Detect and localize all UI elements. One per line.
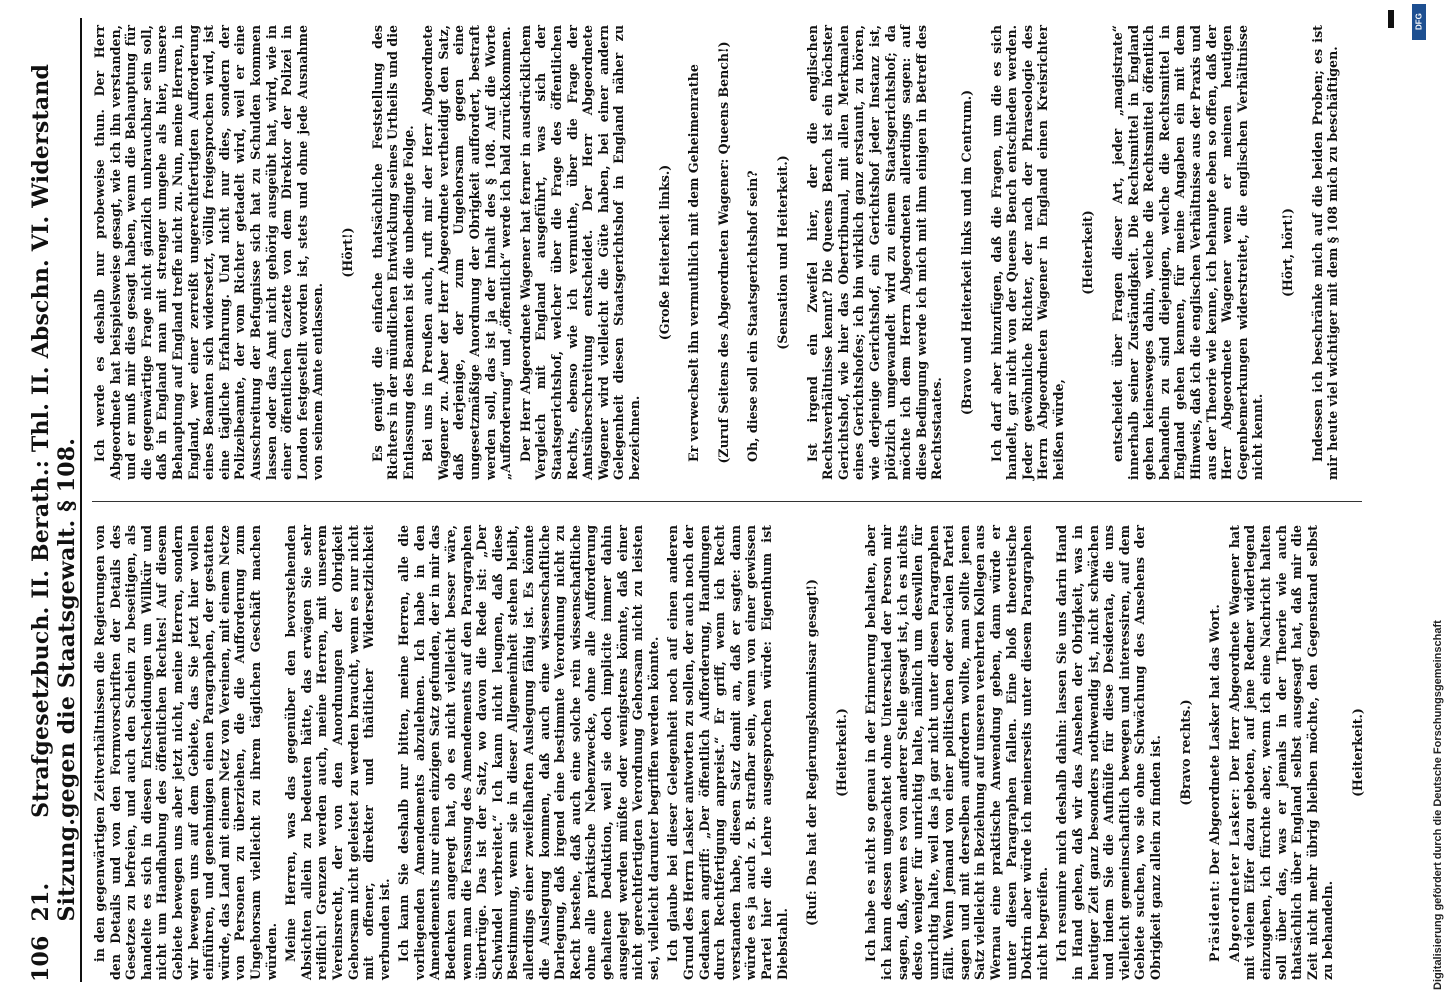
reaction: (Große Heiterkeit links.) (656, 164, 672, 341)
page-title: Strafgesetzbuch. II. Berath.: Thl. II. Abschn. VI. Widerstand gegen die Staatsgewalt. § 108. (28, 63, 80, 818)
left-paragraph: in den gegenwärtigen Zeitverhältnissen die Regierungen von den Details und von den Formvorschriften der Details des Gesetzes zu befreien, und auch den Schein zu beseitigen, als handelte es sich in diesen Entscheidungen um Willkür und nicht um Handhabung des öffentlichen Rechtes! Auf diesem Gebiete bewegen uns aber jetzt nicht, meine Herren, sondern wir bewegen uns auf dem Gebiete, das Sie jetzt hier wollen einführen, und genehmigen einen Paragraphen, der gestatten würde, das Land mit einem Netz von Vereinen, mit einem Netze von Personen zu überziehen, die die Aufforderung zum Ungehorsam vielleicht zu ihrem täglichen Geschäft machen würden. (92, 525, 279, 980)
interjection: (Zuruf Seitens des Abgeordneten Wagener: Queens Bench!) (715, 41, 731, 464)
scan-artifact (1388, 10, 1394, 28)
right-column (92, 25, 1362, 480)
right-paragraph: Indessen ich beschränke mich auf die beiden Proben; es ist mir heute viel wichtiger mit dem § 108 mich zu beschäftigen. (1309, 25, 1341, 480)
reaction: (Bravo rechts.) (1177, 699, 1193, 806)
page-header (28, 18, 82, 982)
digitization-credit (1402, 0, 1444, 1000)
right-paragraph: Ich werde es deshalb nur probeweise thun. Der Herr Abgeordnete hat beispielsweise gesagt, wie ich ihn verstanden, und er muß mir dies gesagt haben, wenn die Behauptung für die gegenwärtige Frage nicht gänzlich unbrauchbar sein soll, daß in England man mit strenger umgehe als hier, unsere Behauptung auf England treffe nicht zu. Nun, meine Herren, in England, wer einer zerreißt ungerechtfertigten Aufforderung eines Beamten sich widersetzt, völlig freigesprochen wird, ist eine tägliche Erfahrung. Und nicht nur dies, sondern der Polizeibeamte, der vom Richter getadelt wird, weil er eine Ausschreitung der Befugnisse sich hat zu Schulden kommen lassen oder das Amt nicht gehörig ausgeübt hat, wird, wie in einer öffentlichen Gazette von dem Direktor der Polizei in London festgestellt worden ist, stets und ohne jede Ausnahme von seinem Amte entlassen. (92, 25, 326, 480)
right-paragraph: entscheidet über Fragen dieser Art, jeder „magistrate“ innerhalb seiner Zuständigkeit. Die Rechtsmittel in England gehen keinesweges dahin, welche die Rechtsmittel öffentlich behandeln zu sind diejenigen, welche die Rechtsmittel in England gehen kennen, für meine Angaben ein mit dem Hinweis, daß ich die englischen Verhältnisse aus der Praxis und aus der Theorie wie kenne, ich behaupte eben so offen, daß der Herr Abgeordnete Wagener wenn er meinen heutigen Gegenbemerkungen widerstreitet, die englischen Verhältnisse nicht kennt. (1110, 25, 1266, 480)
lasker-paragraph (1227, 525, 1336, 980)
right-paragraph: Er verwechselt ihn vermuthlich mit dem Geheimenrathe (686, 64, 702, 462)
reaction: (Sensation und Heiterkeit.) (774, 155, 790, 350)
session-label: 21. Sitzung. (28, 817, 80, 922)
left-paragraph: Ich kann Sie deshalb nur bitten, meine Herren, alle die vorliegenden Amendements abzulehnen. Ich habe in den Amendements nur einen einzigen Satz gefunden, der in mir das Bedenken angeregt hat, ob es nicht vielleicht besser wäre, wenn man die Fassung des Amendements auf den Paragraphen übertrüge. Das ist der Satz, wo davon die Rede ist: „Der Schwindel verbreitet.“ Ich kann nicht leugnen, daß diese Bestimmung, wenn sie in dieser Allgemeinheit stehen bleibt, allerdings einer zweifelhaften Auslegung fähig ist. Es könnte die Auslegung kommen, daß auch eine wissenschaftliche Darlegung, daß irgend eine bestimmte Verordnung nicht zu Recht bestehe, daß auch eine solche rein wissenschaftliche ohne alle praktische Nebenzwecke, ohne alle Aufforderung gehaltene Deduktion, weil sie doch implicite immer dahin ausgelegt werden müßte oder wenigstens könnte, daß einer nicht gerechtfertigten Verordnung Gehorsam nicht zu leisten sei, vielleicht darunter begriffen werden könnte. (396, 525, 661, 980)
right-paragraph: Bei uns in Preußen auch, ruft mir der Herr Abgeordnete Wagener zu. Aber der Herr Abgeordnete vertheidigt den Satz, daß derjenige, der zum Ungehorsam gegen eine ungesetzmäßige Anordnung der Obrigkeit auffordert, bestraft werden soll, das ist ja der Inhalt des § 108. Auf die Worte „Aufforderung“ und „öffentlich“ werde ich bald zurückkommen. (420, 25, 514, 480)
right-paragraph: Ist irgend ein Zweifel hier, der die englischen Rechtsverhältnisse kennt? Die Queens Bench ist ein höchster Gerichtshof, wie hier das Obertribunal, mit allen Merkmalen eines Gerichtshofes; ich bin wirklich ganz erstaunt, zu hören, wie derjenige Gerichtshof, ein Gerichtshof jeder Instanz ist, plötzlich umgewandelt wird zu einem Staatsgerichtshof; da möchte ich dem Herrn Abgeordneten allerdings sagen: auf diese Bedingung werde ich mich mit ihm einigen in Betreff des Rechtsstaates. (804, 25, 945, 480)
right-paragraph: Ich darf aber hinzufügen, daß die Fragen, um die es sich handelt, gar nicht von der Queens Bench entschieden werden. Jeder gewöhnliche Richter, der nach der Phraseologie des Herrn Abgeordneten Wagener in England einen Kreisrichter heißen würde, (988, 25, 1066, 480)
left-paragraph: Ich habe es nicht so genau in der Erinnerung behalten, aber ich kann dessen ungeachtet ohne Unterschied der Person mir sagen, daß, wenn es von anderer Stelle gesagt ist, ich es nichts desto weniger für unrichtig halte, nämlich um deswillen für unrichtig halte, weil das ja gar nicht unter diesen Paragraphen fällt. Wenn Jemand von einer politischen oder socialen Partei sagen und mit derselben auffordern wollte, man sollte jenen Satz vielleicht in Beziehung auf unseren verehrten Kollegen aus Wernau eine praktische Anwendung geben, dann würde er unter diesen Paragraphen fallen. Eine bloß theoretische Doktrin aber würde ich meinerseits unter diesem Paragraphen nicht begreifen. (863, 525, 1050, 980)
right-paragraph: Es genügt die einfache thatsächliche Feststellung des Richters in der mündlichen Entwicklung seines Urtheils und die Entlassung des Beamten ist die unbedingte Folge. (369, 25, 416, 480)
left-paragraph: Ich resumire mich deshalb dahin: lassen Sie uns darin Hand in Hand gehen, daß wir das Ansehen der Obrigkeit, was in heutiger Zeit ganz besonders nothwendig ist, nicht schwächen und indem Sie die Aufhülfe für diese Desiderata, die uns vielleicht gemeinschaftlich bewegen und interessiren, auf dem Gebiete suchen, wo sie ohne Schwächung des Ansehens der Obrigkeit ganz allein zu finden ist. (1054, 525, 1163, 980)
column-divider (92, 501, 1362, 502)
reaction: (Heiterkeit) (1080, 210, 1096, 295)
left-column (92, 525, 1365, 980)
reaction: (Heiterkeit.) (1349, 708, 1365, 797)
page-number: 106 (28, 935, 54, 982)
digitization-credit-text: Digitalisierung gefördert durch die Deutsche Forschungsgemeinschaft (1432, 620, 1444, 990)
dfg-logo: DFG (1412, 4, 1426, 40)
reaction: (Hört!) (339, 227, 355, 278)
right-paragraph: Oh, diese soll ein Staatsgerichtshof sein? (745, 170, 761, 462)
left-paragraph: Meine Herren, was das gegenüber den bevorstehenden Absichten allein zu bedeuten hätte, das erwägen Sie sehr reiflich! Grenzen werden auch, meine Herren, mit unserem Vereinsrecht, der von den Anordnungen der Obrigkeit Gehorsam nicht geleistet zu werden braucht, wenn es nur nicht mit offener, direkter und thätlicher Widersetzlichkeit verbunden ist. (283, 525, 392, 980)
speaker-president: Präsident: (1207, 879, 1223, 962)
lasker-text: Der Herr Abgeordnete Wagener hat mit vielem Eifer dazu geboten, auf jene Redner widerlegend einzugehen, ich fürchte aber, wenn ich eine Nachricht halten soll über das, was er jemals in der Theorie wie auch thatsächlich über England selbst ausgesagt hat, daß mir die Zeit nicht mehr übrig bleiben möchte, den Gegenstand selbst zu behandeln. (1226, 525, 1336, 980)
left-paragraph: Ich glaube bei dieser Gelegenheit noch auf einen anderen Grund des Herrn Lasker antworten zu sollen, der auch noch der Gedanken angriff: „Der öffentlich Aufforderung, Handlungen durch Rechtfertigung anpreist.“ Er griff, wenn ich Recht verstanden habe, diesen Satz damit an, daß er sagte: dann würde es ja auch z. B. strafbar sein, wenn von einer gewissen Partei hier die Lehre ausgesprochen würde: Eigenthum ist Diebstahl. (665, 525, 790, 980)
right-paragraph: Der Herr Abgeordnete Wagener hat ferner in ausdrücklichem Vergleich mit England ausgeführt, was sich der Staatsgerichtshof, welcher über die Frage des öffentlichen Rechts, ebenso wie ich vermuthe, über die Frage der Amtsüberschreitung entscheidet. Der Herr Abgeordnete Wagener wird vielleicht die Güte haben, bei einer andern Gelegenheit diesen Staatsgerichtshof in England näher zu bezeichnen. (517, 25, 642, 480)
reaction: (Bravo und Heiterkeit links und im Centrum.) (958, 89, 974, 416)
president-line (1207, 525, 1223, 980)
reaction: (Hört, hört!) (1280, 208, 1295, 297)
president-text: Der Abgeordnete Lasker hat das Wort. (1207, 604, 1223, 876)
speaker-lasker: Abgeordneter Lasker: (1226, 787, 1242, 962)
interjection: (Ruf: Das hat der Regierungskommissar gesagt!) (804, 579, 820, 926)
reaction: (Heiterkeit.) (833, 708, 849, 797)
